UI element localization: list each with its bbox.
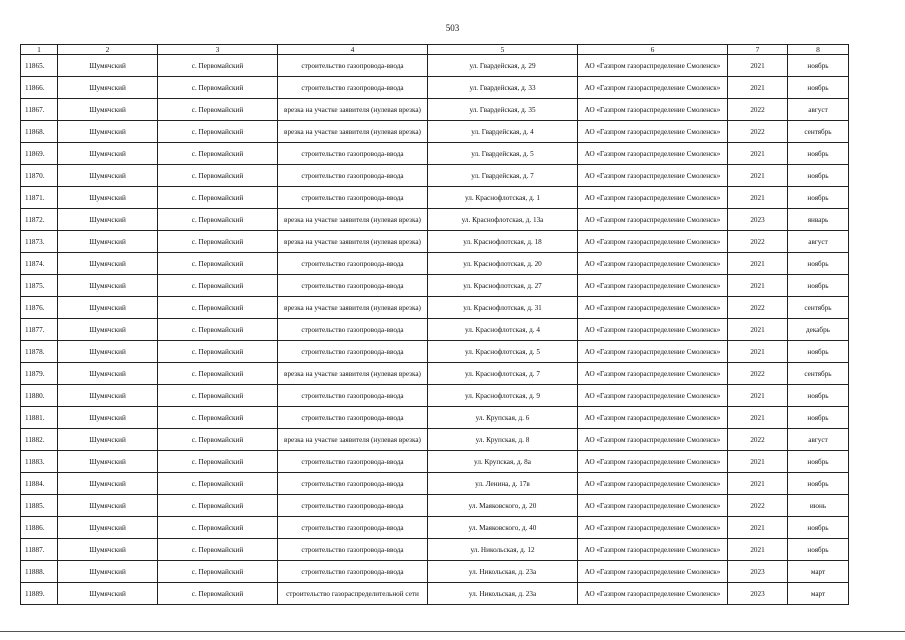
locality-cell: с. Первомайский [158,55,278,77]
column-header: 7 [728,45,788,55]
month-cell: ноябрь [788,407,849,429]
year-cell: 2021 [728,407,788,429]
address-cell: ул. Краснофлотская, д. 4 [428,319,578,341]
organization-cell: АО «Газпром газораспределение Смоленск» [578,253,728,275]
organization-cell: АО «Газпром газораспределение Смоленск» [578,407,728,429]
address-cell: ул. Маяковского, д. 20 [428,495,578,517]
table-row [21,187,849,209]
year-cell: 2023 [728,561,788,583]
year-cell: 2021 [728,319,788,341]
address-cell: ул. Краснофлотская, д. 20 [428,253,578,275]
column-header: 6 [578,45,728,55]
year-cell: 2021 [728,539,788,561]
table-row [21,77,849,99]
year-cell: 2022 [728,231,788,253]
address-cell: ул. Гвардейская, д. 35 [428,99,578,121]
table-row [21,385,849,407]
work-type-cell: врезка на участке заявителя (нулевая врезка) [278,209,428,231]
locality-cell: с. Первомайский [158,429,278,451]
month-cell: август [788,429,849,451]
organization-cell: АО «Газпром газораспределение Смоленск» [578,517,728,539]
column-header: 8 [788,45,849,55]
year-cell: 2022 [728,99,788,121]
district-cell: Шумячский [58,319,158,341]
table-row [21,451,849,473]
district-cell: Шумячский [58,99,158,121]
district-cell: Шумячский [58,297,158,319]
month-cell: ноябрь [788,539,849,561]
row-number-cell: 11873. [21,231,58,253]
district-cell: Шумячский [58,363,158,385]
work-type-cell: строительство газопровода-ввода [278,143,428,165]
month-cell: август [788,231,849,253]
table-row [21,121,849,143]
month-cell: ноябрь [788,187,849,209]
organization-cell: АО «Газпром газораспределение Смоленск» [578,143,728,165]
work-type-cell: строительство газопровода-ввода [278,275,428,297]
organization-cell: АО «Газпром газораспределение Смоленск» [578,55,728,77]
organization-cell: АО «Газпром газораспределение Смоленск» [578,341,728,363]
row-number-cell: 11878. [21,341,58,363]
work-type-cell: строительство газопровода-ввода [278,385,428,407]
locality-cell: с. Первомайский [158,231,278,253]
address-cell: ул. Краснофлотская, д. 13а [428,209,578,231]
organization-cell: АО «Газпром газораспределение Смоленск» [578,319,728,341]
organization-cell: АО «Газпром газораспределение Смоленск» [578,363,728,385]
work-type-cell: строительство газопровода-ввода [278,341,428,363]
work-type-cell: врезка на участке заявителя (нулевая врезка) [278,231,428,253]
address-cell: ул. Краснофлотская, д. 27 [428,275,578,297]
table-row [21,231,849,253]
month-cell: ноябрь [788,253,849,275]
month-cell: июнь [788,495,849,517]
district-cell: Шумячский [58,143,158,165]
locality-cell: с. Первомайский [158,99,278,121]
year-cell: 2022 [728,297,788,319]
district-cell: Шумячский [58,341,158,363]
column-header: 4 [278,45,428,55]
district-cell: Шумячский [58,121,158,143]
work-type-cell: строительство газопровода-ввода [278,407,428,429]
address-cell: ул. Крупская, д. 8а [428,451,578,473]
district-cell: Шумячский [58,451,158,473]
locality-cell: с. Первомайский [158,319,278,341]
page-number: 503 [445,23,460,33]
locality-cell: с. Первомайский [158,275,278,297]
year-cell: 2022 [728,121,788,143]
table-row [21,275,849,297]
locality-cell: с. Первомайский [158,253,278,275]
organization-cell: АО «Газпром газораспределение Смоленск» [578,561,728,583]
district-cell: Шумячский [58,165,158,187]
district-cell: Шумячский [58,473,158,495]
year-cell: 2021 [728,187,788,209]
table-row [21,473,849,495]
locality-cell: с. Первомайский [158,407,278,429]
row-number-cell: 11877. [21,319,58,341]
year-cell: 2023 [728,583,788,605]
row-number-cell: 11871. [21,187,58,209]
organization-cell: АО «Газпром газораспределение Смоленск» [578,385,728,407]
month-cell: ноябрь [788,517,849,539]
work-type-cell: врезка на участке заявителя (нулевая врезка) [278,99,428,121]
district-cell: Шумячский [58,209,158,231]
district-cell: Шумячский [58,253,158,275]
district-cell: Шумячский [58,231,158,253]
data-table [20,44,849,605]
organization-cell: АО «Газпром газораспределение Смоленск» [578,495,728,517]
month-cell: ноябрь [788,385,849,407]
month-cell: ноябрь [788,275,849,297]
row-number-cell: 11888. [21,561,58,583]
row-number-cell: 11880. [21,385,58,407]
month-cell: март [788,561,849,583]
row-number-cell: 11872. [21,209,58,231]
work-type-cell: строительство газопровода-ввода [278,319,428,341]
district-cell: Шумячский [58,539,158,561]
work-type-cell: врезка на участке заявителя (нулевая врезка) [278,297,428,319]
locality-cell: с. Первомайский [158,187,278,209]
table-row [21,539,849,561]
locality-cell: с. Первомайский [158,539,278,561]
address-cell: ул. Краснофлотская, д. 7 [428,363,578,385]
month-cell: ноябрь [788,165,849,187]
row-number-cell: 11870. [21,165,58,187]
table-row [21,143,849,165]
month-cell: январь [788,209,849,231]
year-cell: 2021 [728,55,788,77]
locality-cell: с. Первомайский [158,451,278,473]
address-cell: ул. Гвардейская, д. 7 [428,165,578,187]
organization-cell: АО «Газпром газораспределение Смоленск» [578,473,728,495]
table-row [21,341,849,363]
row-number-cell: 11884. [21,473,58,495]
row-number-cell: 11882. [21,429,58,451]
work-type-cell: строительство газопровода-ввода [278,517,428,539]
row-number-cell: 11881. [21,407,58,429]
table-row [21,297,849,319]
address-cell: ул. Никольская, д. 23а [428,583,578,605]
work-type-cell: строительство газопровода-ввода [278,451,428,473]
year-cell: 2021 [728,275,788,297]
row-number-cell: 11868. [21,121,58,143]
month-cell: сентябрь [788,297,849,319]
month-cell: ноябрь [788,143,849,165]
work-type-cell: строительство газопровода-ввода [278,187,428,209]
row-number-cell: 11867. [21,99,58,121]
organization-cell: АО «Газпром газораспределение Смоленск» [578,583,728,605]
locality-cell: с. Первомайский [158,121,278,143]
organization-cell: АО «Газпром газораспределение Смоленск» [578,539,728,561]
address-cell: ул. Гвардейская, д. 29 [428,55,578,77]
address-cell: ул. Краснофлотская, д. 1 [428,187,578,209]
address-cell: ул. Краснофлотская, д. 9 [428,385,578,407]
address-cell: ул. Крупская, д. 8 [428,429,578,451]
address-cell: ул. Гвардейская, д. 4 [428,121,578,143]
address-cell: ул. Маяковского, д. 40 [428,517,578,539]
row-number-cell: 11879. [21,363,58,385]
work-type-cell: строительство газопровода-ввода [278,561,428,583]
work-type-cell: строительство газопровода-ввода [278,495,428,517]
organization-cell: АО «Газпром газораспределение Смоленск» [578,165,728,187]
address-cell: ул. Гвардейская, д. 5 [428,143,578,165]
row-number-cell: 11886. [21,517,58,539]
month-cell: сентябрь [788,121,849,143]
address-cell: ул. Никольская, д. 23а [428,561,578,583]
year-cell: 2021 [728,77,788,99]
year-cell: 2023 [728,209,788,231]
table-row [21,253,849,275]
locality-cell: с. Первомайский [158,363,278,385]
row-number-cell: 11874. [21,253,58,275]
table-row [21,165,849,187]
row-number-cell: 11875. [21,275,58,297]
locality-cell: с. Первомайский [158,143,278,165]
address-cell: ул. Ленина, д. 17в [428,473,578,495]
district-cell: Шумячский [58,77,158,99]
locality-cell: с. Первомайский [158,209,278,231]
table-row [21,55,849,77]
district-cell: Шумячский [58,517,158,539]
organization-cell: АО «Газпром газораспределение Смоленск» [578,451,728,473]
locality-cell: с. Первомайский [158,77,278,99]
work-type-cell: строительство газопровода-ввода [278,77,428,99]
year-cell: 2021 [728,143,788,165]
district-cell: Шумячский [58,55,158,77]
table-row [21,99,849,121]
work-type-cell: строительство газораспределительной сети [278,583,428,605]
column-header: 3 [158,45,278,55]
locality-cell: с. Первомайский [158,165,278,187]
row-number-cell: 11889. [21,583,58,605]
column-header: 5 [428,45,578,55]
month-cell: ноябрь [788,473,849,495]
organization-cell: АО «Газпром газораспределение Смоленск» [578,429,728,451]
row-number-cell: 11866. [21,77,58,99]
work-type-cell: врезка на участке заявителя (нулевая врезка) [278,429,428,451]
locality-cell: с. Первомайский [158,341,278,363]
organization-cell: АО «Газпром газораспределение Смоленск» [578,297,728,319]
address-cell: ул. Краснофлотская, д. 31 [428,297,578,319]
month-cell: декабрь [788,319,849,341]
row-number-cell: 11876. [21,297,58,319]
district-cell: Шумячский [58,583,158,605]
column-header: 2 [58,45,158,55]
organization-cell: АО «Газпром газораспределение Смоленск» [578,187,728,209]
column-header: 1 [21,45,58,55]
year-cell: 2021 [728,341,788,363]
district-cell: Шумячский [58,429,158,451]
district-cell: Шумячский [58,407,158,429]
address-cell: ул. Крупская, д. 6 [428,407,578,429]
address-cell: ул. Никольская, д. 12 [428,539,578,561]
locality-cell: с. Первомайский [158,385,278,407]
month-cell: ноябрь [788,451,849,473]
district-cell: Шумячский [58,187,158,209]
organization-cell: АО «Газпром газораспределение Смоленск» [578,99,728,121]
organization-cell: АО «Газпром газораспределение Смоленск» [578,231,728,253]
row-number-cell: 11887. [21,539,58,561]
year-cell: 2021 [728,517,788,539]
year-cell: 2021 [728,165,788,187]
address-cell: ул. Краснофлотская, д. 18 [428,231,578,253]
district-cell: Шумячский [58,495,158,517]
year-cell: 2022 [728,429,788,451]
month-cell: март [788,583,849,605]
month-cell: сентябрь [788,363,849,385]
month-cell: ноябрь [788,77,849,99]
year-cell: 2021 [728,473,788,495]
table-row [21,561,849,583]
district-cell: Шумячский [58,385,158,407]
month-cell: ноябрь [788,341,849,363]
work-type-cell: строительство газопровода-ввода [278,473,428,495]
locality-cell: с. Первомайский [158,297,278,319]
work-type-cell: строительство газопровода-ввода [278,539,428,561]
year-cell: 2021 [728,253,788,275]
year-cell: 2022 [728,495,788,517]
locality-cell: с. Первомайский [158,583,278,605]
work-type-cell: врезка на участке заявителя (нулевая врезка) [278,363,428,385]
table-row [21,429,849,451]
organization-cell: АО «Газпром газораспределение Смоленск» [578,275,728,297]
locality-cell: с. Первомайский [158,473,278,495]
row-number-cell: 11885. [21,495,58,517]
row-number-cell: 11865. [21,55,58,77]
table-header-row [21,45,849,55]
month-cell: ноябрь [788,55,849,77]
district-cell: Шумячский [58,561,158,583]
work-type-cell: строительство газопровода-ввода [278,165,428,187]
address-cell: ул. Краснофлотская, д. 5 [428,341,578,363]
organization-cell: АО «Газпром газораспределение Смоленск» [578,77,728,99]
locality-cell: с. Первомайский [158,561,278,583]
locality-cell: с. Первомайский [158,495,278,517]
table-row [21,583,849,605]
table-row [21,319,849,341]
table-row [21,495,849,517]
page-bottom-rule [0,631,905,632]
row-number-cell: 11883. [21,451,58,473]
organization-cell: АО «Газпром газораспределение Смоленск» [578,209,728,231]
table-row [21,407,849,429]
work-type-cell: строительство газопровода-ввода [278,253,428,275]
work-type-cell: врезка на участке заявителя (нулевая врезка) [278,121,428,143]
work-type-cell: строительство газопровода-ввода [278,55,428,77]
year-cell: 2021 [728,451,788,473]
table-row [21,209,849,231]
district-cell: Шумячский [58,275,158,297]
row-number-cell: 11869. [21,143,58,165]
month-cell: август [788,99,849,121]
locality-cell: с. Первомайский [158,517,278,539]
year-cell: 2022 [728,363,788,385]
table-row [21,363,849,385]
address-cell: ул. Гвардейская, д. 33 [428,77,578,99]
table-row [21,517,849,539]
organization-cell: АО «Газпром газораспределение Смоленск» [578,121,728,143]
year-cell: 2021 [728,385,788,407]
